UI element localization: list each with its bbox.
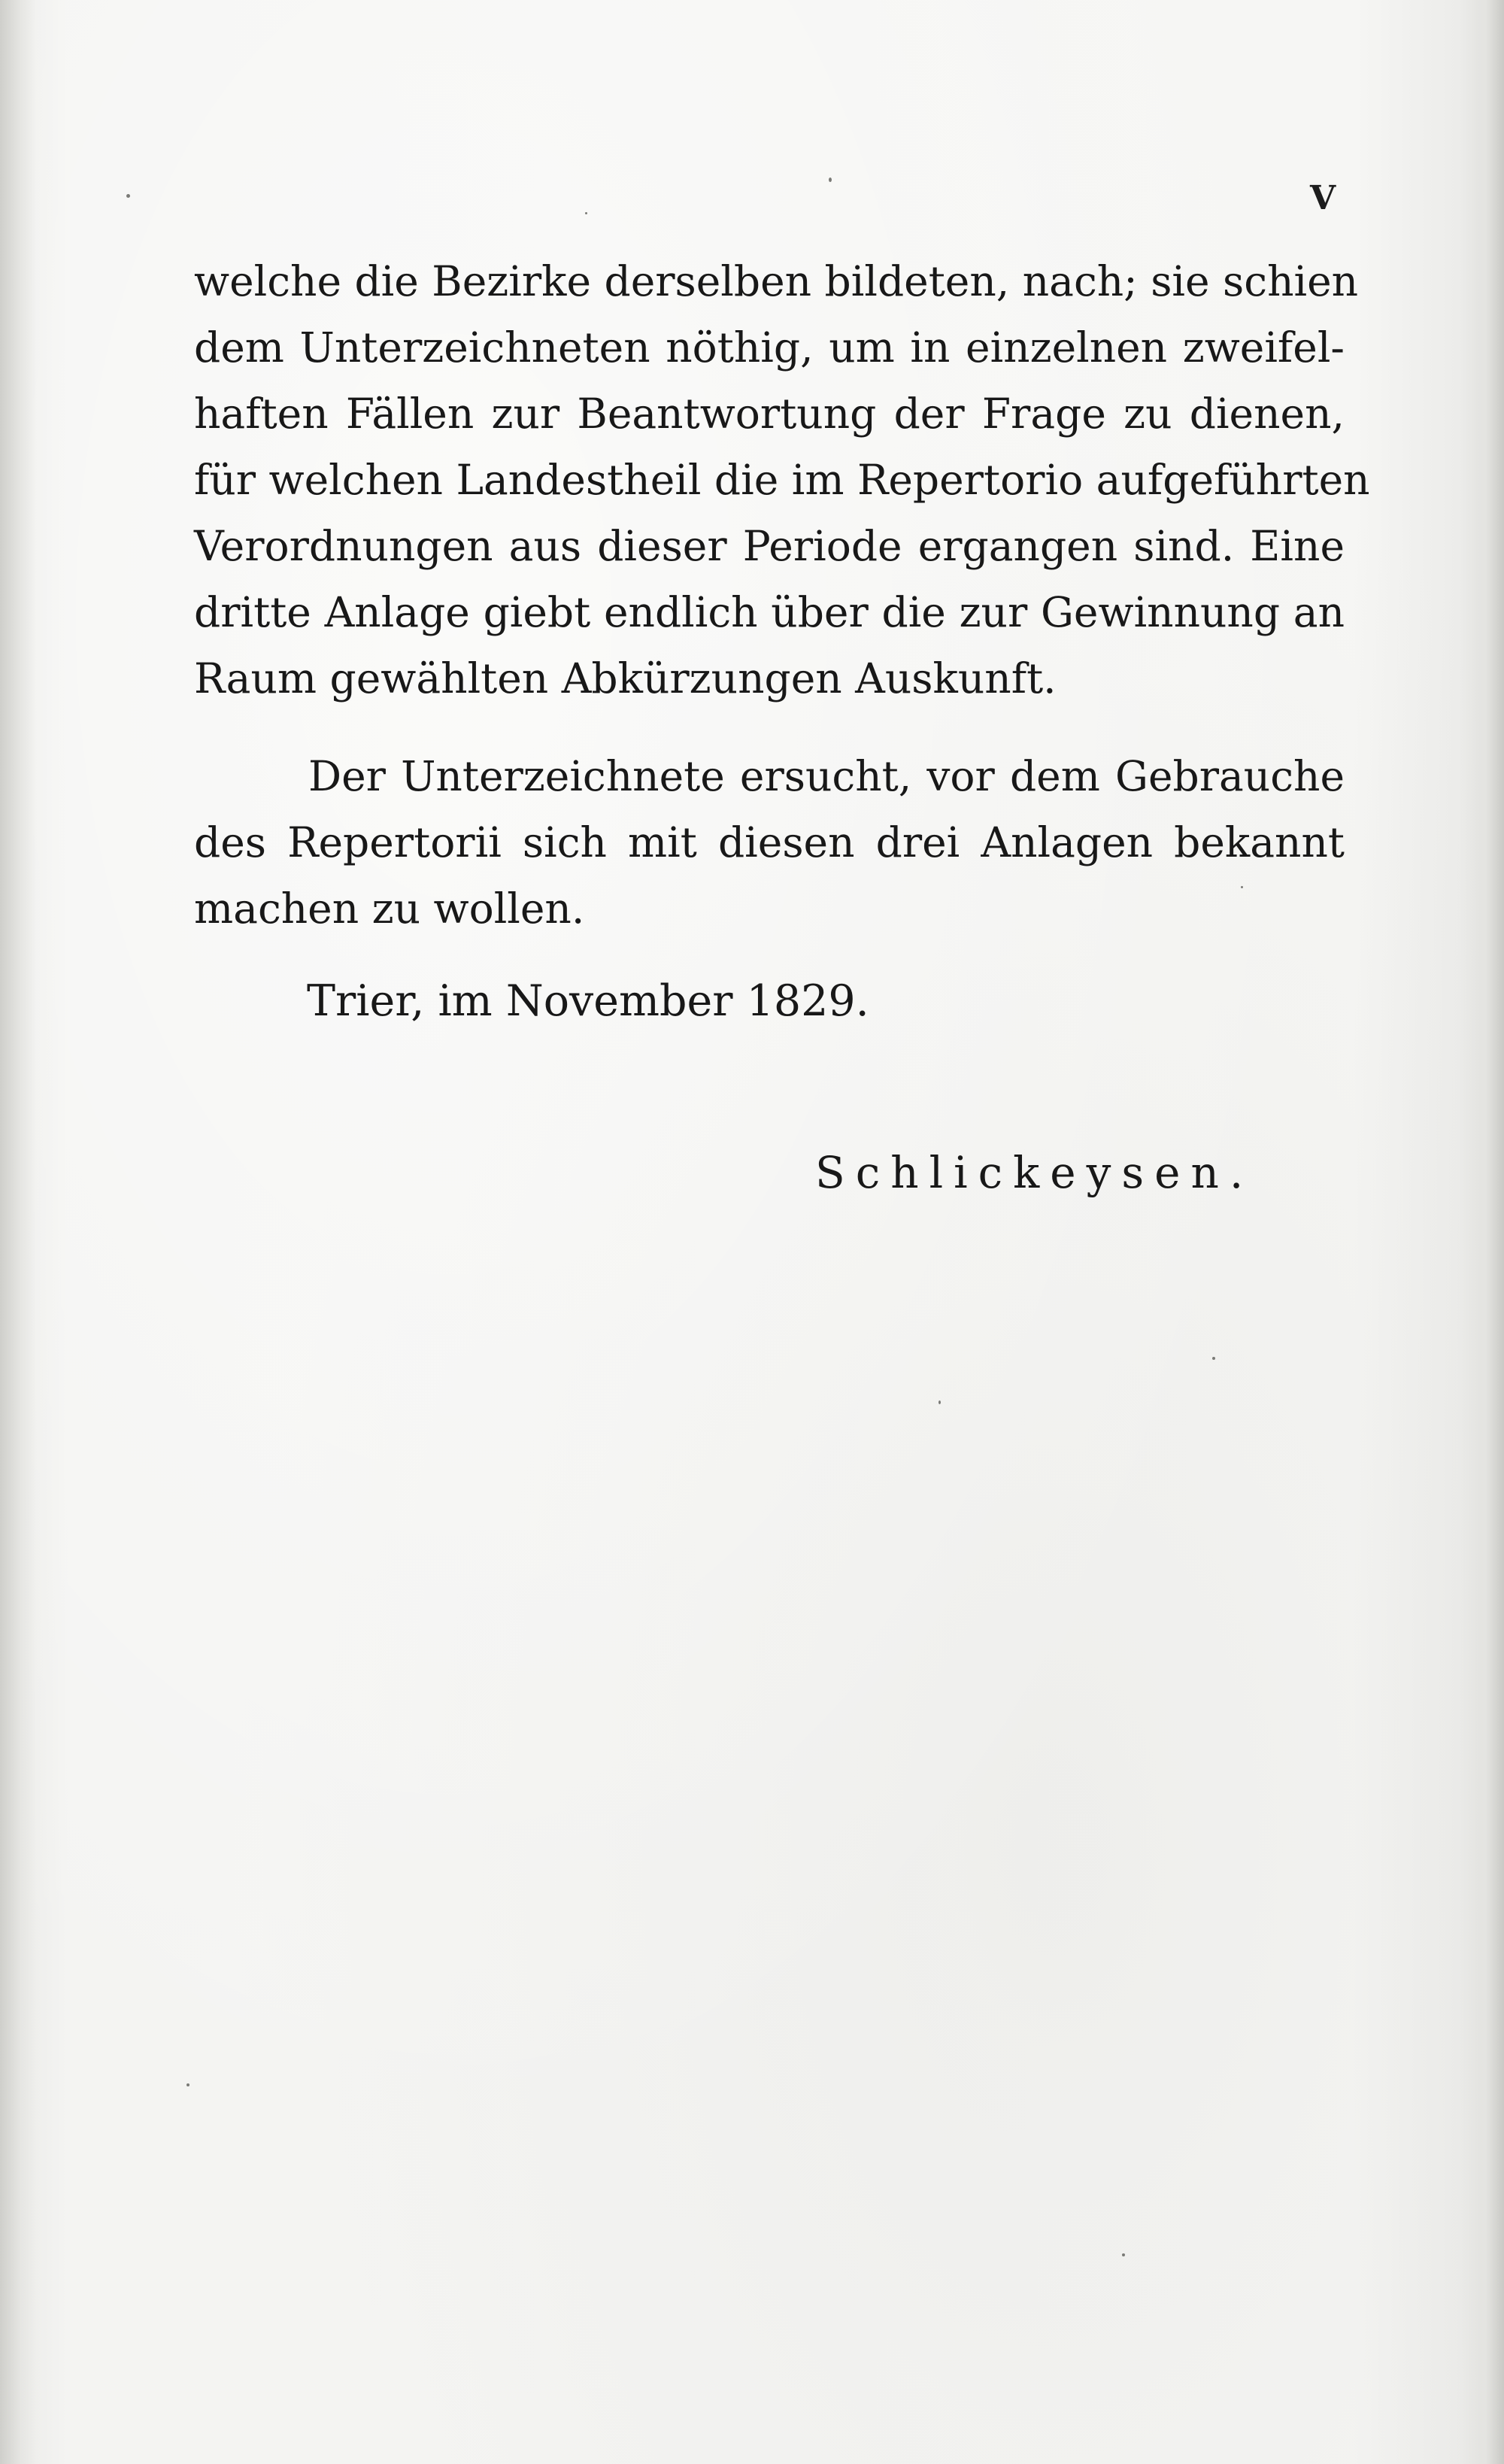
paper-speck: [585, 212, 587, 214]
text-line: dritte Anlage giebt endlich über die zur Gewinnung an: [194, 588, 1345, 636]
paper-speck: [1122, 2253, 1125, 2256]
paragraph-1: [194, 248, 1370, 712]
paper-speck: [829, 178, 832, 182]
text-line: für welchen Landestheil die im Repertorio aufgeführten: [194, 456, 1370, 504]
text-line: Raum gewählten Abkürzungen Auskunft.: [194, 654, 1057, 702]
body-text: [194, 248, 1370, 942]
page-edge-right: [1474, 0, 1504, 2464]
paper-speck: [1241, 886, 1243, 888]
paragraph-2: [194, 743, 1345, 942]
page-edge-left: [0, 0, 36, 2464]
text-line: dem Unterzeichneten nöthig, um in einzelnen zweifel-: [194, 323, 1345, 372]
paper-speck: [1212, 1357, 1215, 1360]
text-line: haften Fällen zur Beantwortung der Frage zu dienen,: [194, 390, 1345, 438]
text-line: machen zu wollen.: [194, 885, 585, 933]
paper-speck: [186, 2083, 190, 2086]
page-number: V: [1310, 179, 1336, 217]
text-line: Der Unterzeichnete ersucht, vor dem Gebrauche: [308, 752, 1345, 800]
text-line: des Repertorii sich mit diesen drei Anlagen bekannt: [194, 818, 1345, 866]
signature-name: Schlickeysen.: [815, 1147, 1254, 1198]
paragraph-spacer: [194, 712, 1345, 743]
text-line: Verordnungen aus dieser Periode ergangen sind. Eine: [194, 522, 1345, 570]
place-and-date: Trier, im November 1829.: [307, 976, 869, 1026]
text-line: welche die Bezirke derselben bildeten, nach; sie schien: [194, 257, 1359, 305]
paper-speck: [126, 194, 130, 198]
paper-speck: [938, 1400, 941, 1404]
